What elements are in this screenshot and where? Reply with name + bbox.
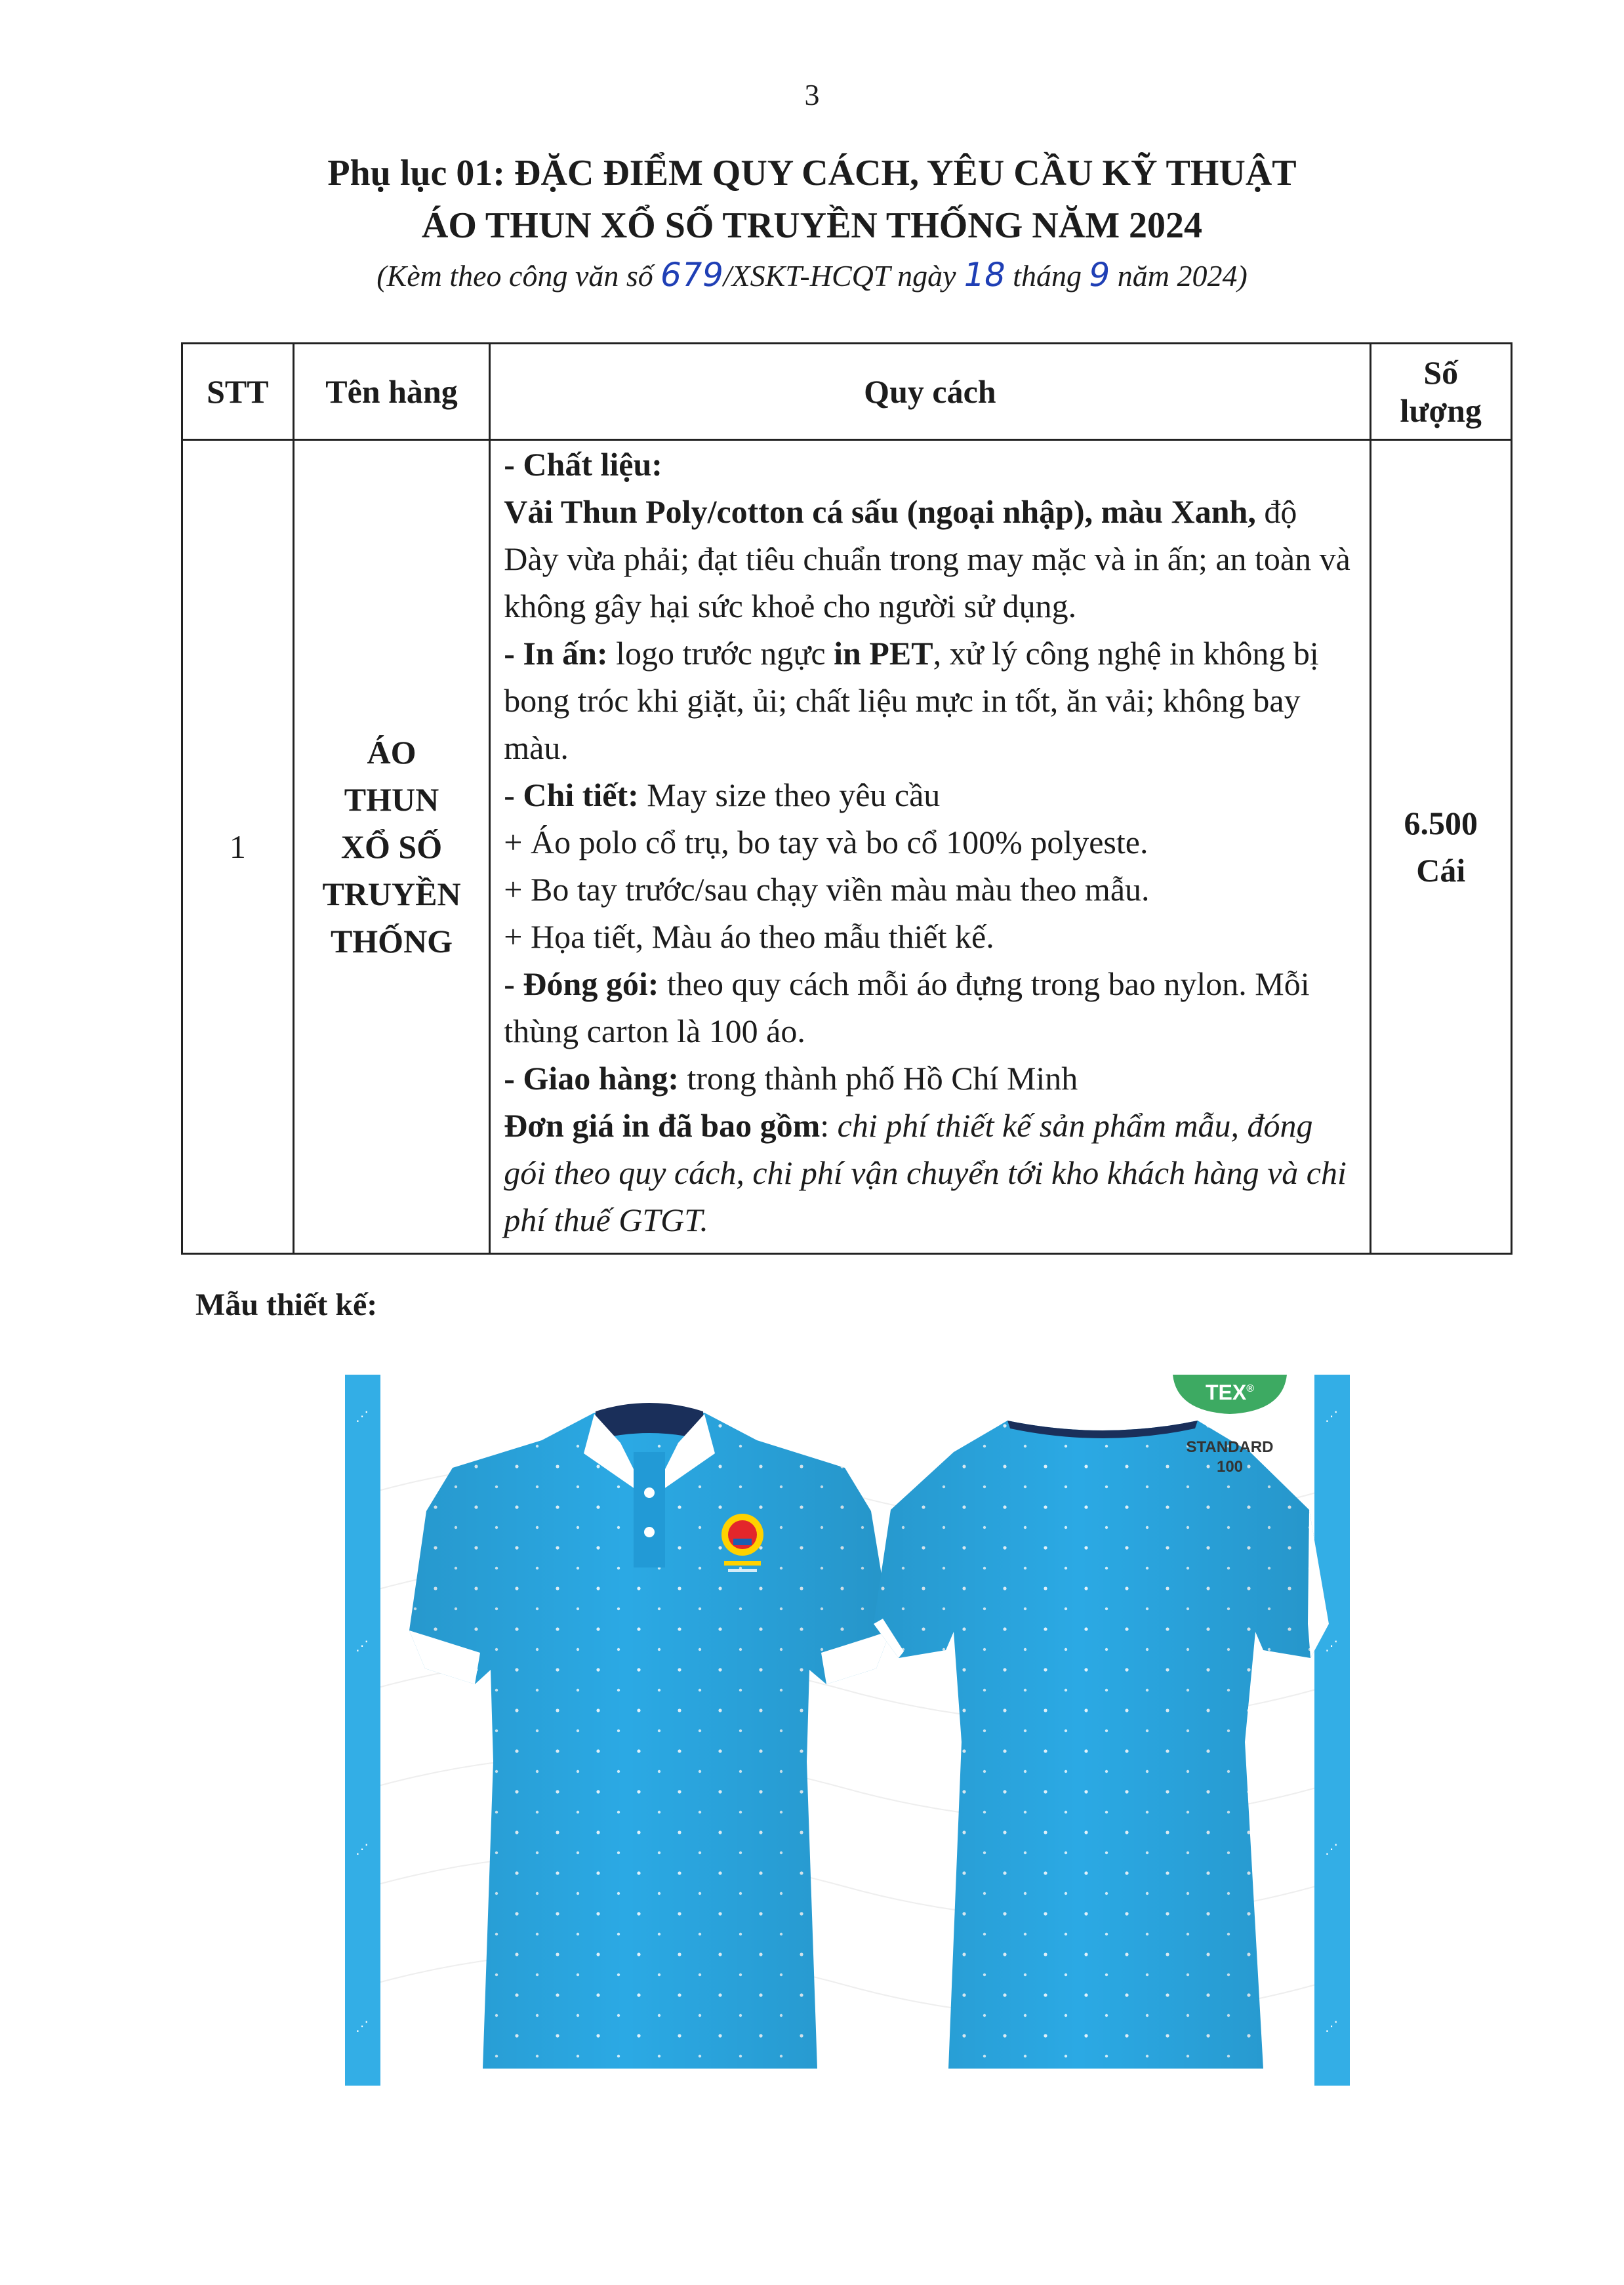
print-text-2: , xử lý công nghệ in không bị bong tróc khi giặt, ủi; chất liệu mực in tốt, ăn vải; không bay màu. (504, 635, 1319, 766)
svg-text:⋰: ⋰ (1325, 1408, 1338, 1424)
header-stt: STT (182, 344, 294, 440)
handwritten-doc-number: 679 (657, 256, 727, 294)
reference-prefix: (Kèm theo công văn số (376, 259, 661, 293)
item-name-line: TRUYỀN (322, 876, 461, 912)
row-specification (490, 440, 1370, 1254)
specification-table (181, 342, 1512, 1255)
svg-text:⋰: ⋰ (1325, 1638, 1338, 1653)
item-name-line: THUN (344, 781, 439, 818)
right-decor-stripe (1314, 1375, 1350, 2086)
print-method: in PET (834, 635, 933, 672)
row-item-name (293, 440, 490, 1254)
material-fabric: Vải Thun Poly/cotton cá sấu (ngoại nhập), màu Xanh, (504, 493, 1256, 530)
price-colon: : (820, 1107, 838, 1144)
packing-text: theo quy cách mỗi áo đựng trong bao nylon. Mỗi thùng carton là 100 áo. (504, 965, 1310, 1049)
chest-logo-icon (721, 1514, 763, 1572)
print-label: - In ấn: (504, 635, 608, 672)
left-decor-stripe (345, 1375, 380, 2086)
item-name-line: XỔ SỐ (340, 828, 443, 865)
header-quantity-line2: lượng (1400, 392, 1482, 429)
svg-text:⋰: ⋰ (1325, 2018, 1338, 2034)
detail-item: + Áo polo cổ trụ, bo tay và bo cổ 100% polyeste. (504, 824, 1148, 860)
reference-mid1: /XSKT-HCQT ngày (723, 259, 964, 293)
appendix-subtitle-title: ÁO THUN XỔ SỐ TRUYỀN THỐNG NĂM 2024 (421, 205, 1203, 246)
print-text-1: logo trước ngực (607, 635, 834, 672)
reference-line (0, 256, 1624, 294)
price-text: chi phí thiết kế sản phẩm mẫu, đóng gói theo quy cách, chi phí vận chuyển tới kho khách hàng và chi phí thuế GTGT. (504, 1107, 1347, 1238)
back-shirt (874, 1421, 1329, 2069)
row-stt: 1 (182, 440, 294, 1254)
detail-text: May size theo yêu cầu (638, 777, 941, 813)
badge-number: 100 (1216, 1458, 1244, 1476)
svg-text:TEX®: TEX® (1205, 1381, 1255, 1404)
row-quantity (1370, 440, 1512, 1254)
header-quantity-line1: Số (1423, 354, 1459, 391)
detail-label: - Chi tiết: (504, 777, 639, 813)
svg-text:⋰: ⋰ (355, 1638, 369, 1653)
item-name-line: THỐNG (330, 923, 453, 960)
reference-mid2: tháng (1005, 259, 1089, 293)
svg-text:⋰: ⋰ (1325, 1841, 1338, 1857)
shirt-design-image (345, 1375, 1350, 2086)
material-text: độ Dày vừa phải; đạt tiêu chuẩn trong may mặc và in ấn; an toàn và không gây hại sức khoẻ cho người sử dụng. (504, 493, 1350, 624)
header-name: Tên hàng (293, 344, 490, 440)
reference-suffix: năm 2024) (1110, 259, 1248, 293)
header-spec: Quy cách (490, 344, 1370, 440)
svg-text:⋰: ⋰ (355, 2018, 369, 2034)
delivery-text: trong thành phố Hồ Chí Minh (678, 1060, 1078, 1097)
design-label: Mẫu thiết kế: (195, 1287, 378, 1322)
table-header-row (182, 344, 1512, 440)
page-number: 3 (804, 78, 820, 111)
table-row (182, 440, 1512, 1254)
delivery-label: - Giao hàng: (504, 1060, 679, 1097)
detail-item: + Bo tay trước/sau chạy viền màu màu theo mẫu. (504, 871, 1150, 908)
svg-text:⋰: ⋰ (355, 1841, 369, 1857)
header-quantity (1370, 344, 1512, 440)
packing-label: - Đóng gói: (504, 965, 659, 1002)
svg-text:⋰: ⋰ (355, 1408, 369, 1424)
material-label: - Chất liệu: (504, 446, 662, 483)
quantity-unit: Cái (1416, 852, 1466, 889)
quantity-value: 6.500 (1404, 805, 1478, 841)
price-label: Đơn giá in đã bao gồm (504, 1107, 821, 1144)
handwritten-month: 9 (1086, 256, 1114, 294)
item-name-line: ÁO (367, 734, 416, 771)
appendix-title: Phụ lục 01: ĐẶC ĐIỂM QUY CÁCH, YÊU CẦU KỸ THUẬT (327, 153, 1297, 193)
badge-standard-label: STANDARD (1186, 1438, 1274, 1456)
front-shirt (409, 1403, 891, 2069)
handwritten-day: 18 (960, 256, 1009, 294)
detail-item: + Họa tiết, Màu áo theo mẫu thiết kế. (504, 918, 994, 955)
